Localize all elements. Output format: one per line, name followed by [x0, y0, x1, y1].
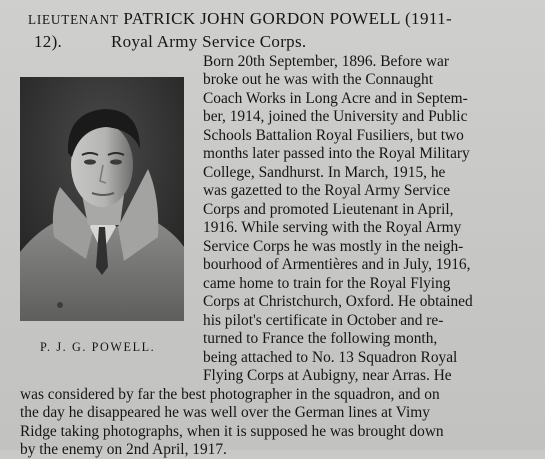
body-line-2: broke out he was with the Connaught	[203, 71, 433, 88]
entry-heading	[28, 9, 452, 30]
body-line-9: Corps and promoted Lieutenant in April,	[203, 201, 454, 218]
full-line-2: the day he disappeared he was well over the German lines at Vimy	[20, 404, 430, 421]
unit: Royal Army Service Corps.	[111, 32, 307, 51]
body-line-14: Corps at Christchurch, Oxford. He obtained	[203, 293, 473, 310]
body-line-15: his pilot's certificate in October and re-	[203, 312, 444, 329]
photo-caption: P. J. G. POWELL.	[40, 340, 156, 354]
body-line-13: came home to train for the Royal Flying	[203, 275, 451, 292]
rank: LIEUTENANT	[28, 12, 119, 27]
body-line-3: Coach Works in Long Acre and in Septem-	[203, 90, 468, 107]
full-line-3: Ridge taking photographs, when it is supposed he was brought down	[20, 423, 444, 440]
dates-open: (1911-	[404, 9, 453, 28]
body-line-11: Service Corps he was mostly in the neigh-	[203, 238, 464, 255]
body-line-4: ber, 1914, joined the University and Public	[203, 108, 468, 125]
body-line-10: 1916. While serving with the Royal Army	[203, 219, 462, 236]
dates-close: 12).	[34, 32, 63, 51]
body-line-7: College, Sandhurst. In March, 1915, he	[203, 164, 446, 181]
portrait-image	[20, 77, 184, 321]
full-line-4: by the enemy on 2nd April, 1917.	[20, 441, 227, 458]
full-name: PATRICK JOHN GORDON POWELL	[123, 9, 401, 28]
body-line-6: months later passed into the Royal Military	[203, 145, 470, 162]
entry-heading-line-2	[34, 32, 307, 52]
body-line-8: was gazetted to the Royal Army Service	[203, 182, 451, 199]
body-line-17: being attached to No. 13 Squadron Royal	[203, 349, 458, 366]
body-line-1: Born 20th September, 1896. Before war	[203, 53, 450, 70]
body-line-16: turned to France the following month,	[203, 330, 438, 347]
portrait-photo	[20, 77, 184, 321]
full-line-1: was considered by far the best photographer in the squadron, and on	[20, 386, 440, 403]
body-line-12: bourhood of Armentières and in July, 1916,	[203, 256, 471, 273]
body-line-18: Flying Corps at Aubigny, near Arras. He	[203, 367, 452, 384]
body-line-5: Schools Battalion Royal Fusiliers, but two	[203, 127, 464, 144]
